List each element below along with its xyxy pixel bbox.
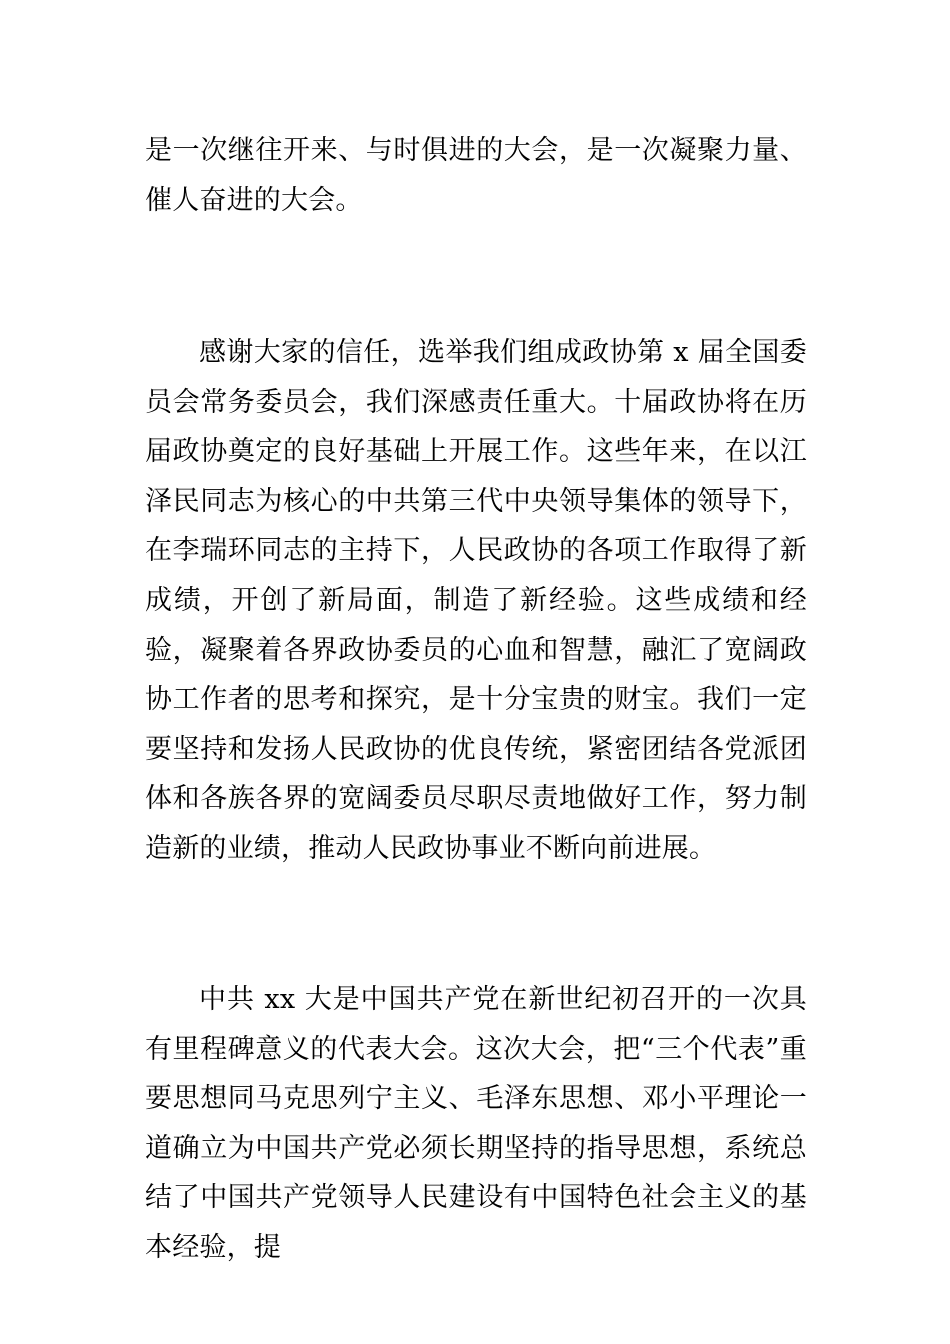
paragraph-continuation: 是一次继往开来、与时俱进的大会，是一次凝聚力量、催人奋进的大会。 [145, 135, 807, 216]
paragraph-congress: 中共 xx 大是中国共产党在新世纪初召开的一次具有里程碑意义的代表大会。这次大会，把“三个代表”重要思想同马克思列宁主义、毛泽东思想、邓小平理论一道确立为中国共产党必须长期坚持的指导思想，系统总结了中国共产党领导人民建设有中国特色社会主义的基本经验，提 [145, 984, 807, 1263]
paragraph-thanks: 感谢大家的信任，选举我们组成政协第 x 届全国委员会常务委员会，我们深感责任重大。十届政协将在历届政协奠定的良好基础上开展工作。这些年来，在以江泽民同志为核心的中共第三代中央领导集体的领导下，在李瑞环同志的主持下，人民政协的各项工作取得了新成绩，开创了新局面，制造了新经验。这些成绩和经验，凝聚着各界政协委员的心血和智慧，融汇了宽阔政协工作者的思考和探究，是十分宝贵的财宝。我们一定要坚持和发扬人民政协的优良传统，紧密团结各党派团体和各族各界的宽阔委员尽职尽责地做好工作，努力制造新的业绩，推动人民政协事业不断向前进展。 [145, 337, 807, 864]
